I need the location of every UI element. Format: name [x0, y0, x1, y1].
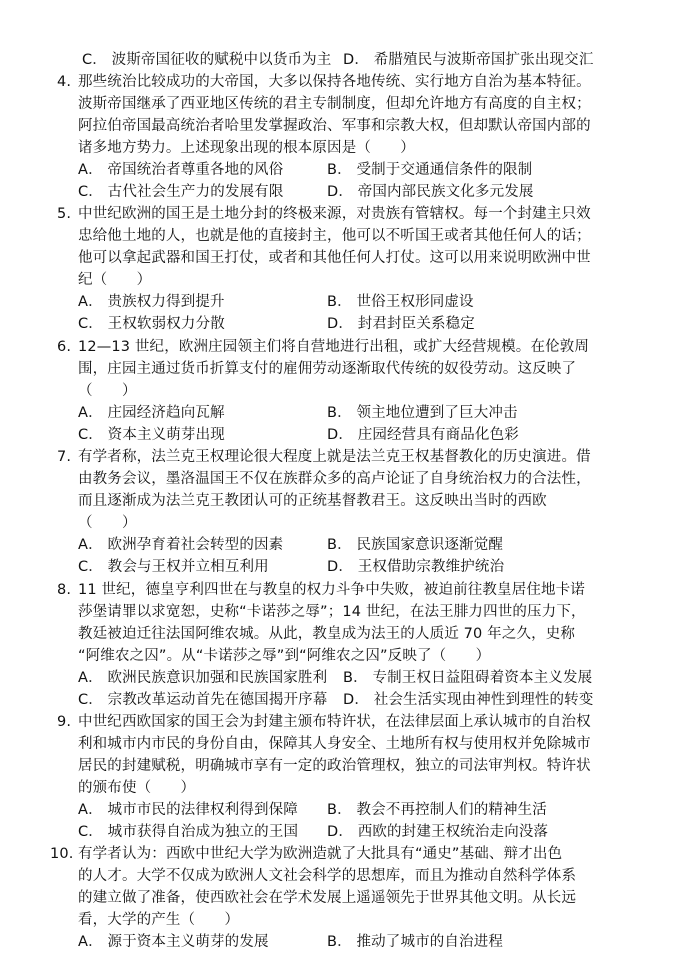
q8-option-c: C． 宗教改革运动首先在德国揭开序幕 [78, 692, 328, 708]
q7-number: 7. [57, 449, 72, 465]
q5-option-d: D． 封君封臣关系稳定 [327, 316, 475, 332]
q3-option-d: D． 希腊殖民与波斯帝国扩张出现交汇 [343, 52, 594, 68]
q6-stem-line: （ ） [78, 383, 137, 399]
q6-option-c: C． 资本主义萌芽出现 [78, 427, 225, 443]
q4-stem-line: 那些统治比较成功的大帝国，大多以保持各地传统、实行地方自治为基本特征。 [78, 74, 591, 90]
q4-option-a: A． 帝国统治者尊重各地的风俗 [78, 162, 284, 178]
q10-number: 10. [50, 846, 74, 862]
q10-stem-line: 的建立做了准备，使西欧社会在学术发展上遥遥领先于世界其他文明。从长远 [78, 890, 577, 906]
q7-option-d: D． 王权借助宗教维护统治 [327, 559, 505, 575]
q8-stem-line: 教廷被迫迁往法国阿维农城。从此，教皇成为法王的人质近 70 年之久，史称 [78, 626, 576, 642]
q6-option-d: D． 庄园经营具有商品化色彩 [327, 427, 519, 443]
q8-stem-line: “阿维农之囚”。从“卡诺莎之辱”到“阿维农之囚”反映了（ ） [78, 648, 491, 664]
q6-option-b: B． 领主地位遭到了巨大冲击 [327, 405, 518, 421]
q9-option-d: D． 西欧的封建王权统治走向没落 [327, 824, 549, 840]
q10-stem-line: 看，大学的产生（ ） [78, 912, 240, 928]
q8-option-b: B． 专制王权日益阻碍着资本主义发展 [343, 670, 593, 686]
q5-number: 5. [57, 206, 72, 222]
q8-stem-line: 莎堡请罪以求宽恕，史称“卡诺莎之辱”；14 世纪，在法王腓力四世的压力下， [78, 604, 586, 620]
q6-option-a: A． 庄园经济趋向瓦解 [78, 405, 225, 421]
q4-stem-line: 波斯帝国继承了西亚地区传统的君主专制制度，但却允许地方有高度的自主权； [78, 96, 591, 112]
q4-option-d: D． 帝国内部民族文化多元发展 [327, 184, 534, 200]
q5-stem-line: 中世纪欧洲的国王是土地分封的终极来源，对贵族有管辖权。每一个封建主只效 [78, 206, 591, 222]
q10-option-b: B． 推动了城市的自治进程 [327, 934, 504, 950]
q10-stem-line: 的人才。大学不仅成为欧洲人文社会科学的思想库，而且为推动自然科学体系 [78, 868, 577, 884]
q7-stem-line: 有学者称，法兰克王权理论很大程度上就是法兰克王权基督教化的历史演进。借 [78, 449, 591, 465]
q8-option-a: A． 欧洲民族意识加强和民族国家胜利 [78, 670, 328, 686]
q7-option-b: B． 民族国家意识逐渐觉醒 [327, 537, 504, 553]
q5-stem-line: 纪（ ） [78, 272, 152, 288]
q10-option-a: A． 源于资本主义萌芽的发展 [78, 934, 269, 950]
q8-option-d: D． 社会生活实现由神性到理性的转变 [343, 692, 594, 708]
q5-option-b: B． 世俗王权形同虚设 [327, 294, 474, 310]
q7-option-c: C． 教会与王权并立相互利用 [78, 559, 269, 575]
q9-stem-line: 居民的封建赋税，明确城市享有一定的政治管理权，独立的司法审判权。特许状 [78, 758, 591, 774]
q10-stem-line: 有学者认为：西欧中世纪大学为欧洲造就了大批具有“通史”基础、辩才出色 [78, 846, 563, 862]
q4-number: 4. [57, 74, 72, 90]
q8-number: 8. [57, 582, 72, 598]
q7-stem-line: 而且逐渐成为法兰克王教团认可的正统基督教君王。这反映出当时的西欧 [78, 493, 547, 509]
q3-option-c: C． 波斯帝国征收的赋税中以货币为主 [82, 52, 332, 68]
q7-option-a: A． 欧洲孕育着社会转型的因素 [78, 537, 284, 553]
q9-stem-line: 的颁布使（ ） [78, 780, 196, 796]
q4-stem-line: 阿拉伯帝国最高统治者哈里发掌握政治、军事和宗教大权，但却默认帝国内部的 [78, 118, 591, 134]
q5-stem-line: 他可以拿起武器和国王打仗，或者和其他任何人打仗。这可以用来说明欧洲中世 [78, 250, 591, 266]
q5-option-c: C． 王权软弱权力分散 [78, 316, 225, 332]
q4-option-b: B． 受制于交通通信条件的限制 [327, 162, 533, 178]
q9-option-a: A． 城市市民的法律权利得到保障 [78, 802, 298, 818]
q8-stem-line: 11 世纪，德皇亨利四世在与教皇的权力斗争中失败，被迫前往教皇居住地卡诺 [78, 582, 585, 598]
q9-option-c: C． 城市获得自治成为独立的王国 [78, 824, 299, 840]
q6-stem-line: 12—13 世纪，欧洲庄园领主们将自营地进行出租，或扩大经营规模。在伦敦周 [78, 339, 590, 355]
q7-stem-line: （ ） [78, 515, 137, 531]
q6-stem-line: 围，庄园主通过货币折算支付的雇佣劳动逐渐取代传统的奴役劳动。这反映了 [78, 361, 577, 377]
q6-number: 6. [57, 339, 72, 355]
q4-option-c: C． 古代社会生产力的发展有限 [78, 184, 284, 200]
q9-number: 9. [57, 714, 72, 730]
q7-stem-line: 由教务会议，墨洛温国王不仅在族群众多的高卢论证了自身统治权力的合法性， [78, 471, 591, 487]
q9-stem-line: 中世纪西欧国家的国王会为封建主颁布特许状，在法律层面上承认城市的自治权 [78, 714, 591, 730]
q5-stem-line: 忠给他土地的人，也就是他的直接封主，他可以不听国王或者其他任何人的话； [78, 228, 591, 244]
q5-option-a: A． 贵族权力得到提升 [78, 294, 225, 310]
q9-stem-line: 利和城市内市民的身份自由，保障其人身安全、土地所有权与使用权并免除城市 [78, 736, 591, 752]
q9-option-b: B． 教会不再控制人们的精神生活 [327, 802, 547, 818]
q4-stem-line: 诸多地方势力。上述现象出现的根本原因是（ ） [78, 140, 415, 156]
